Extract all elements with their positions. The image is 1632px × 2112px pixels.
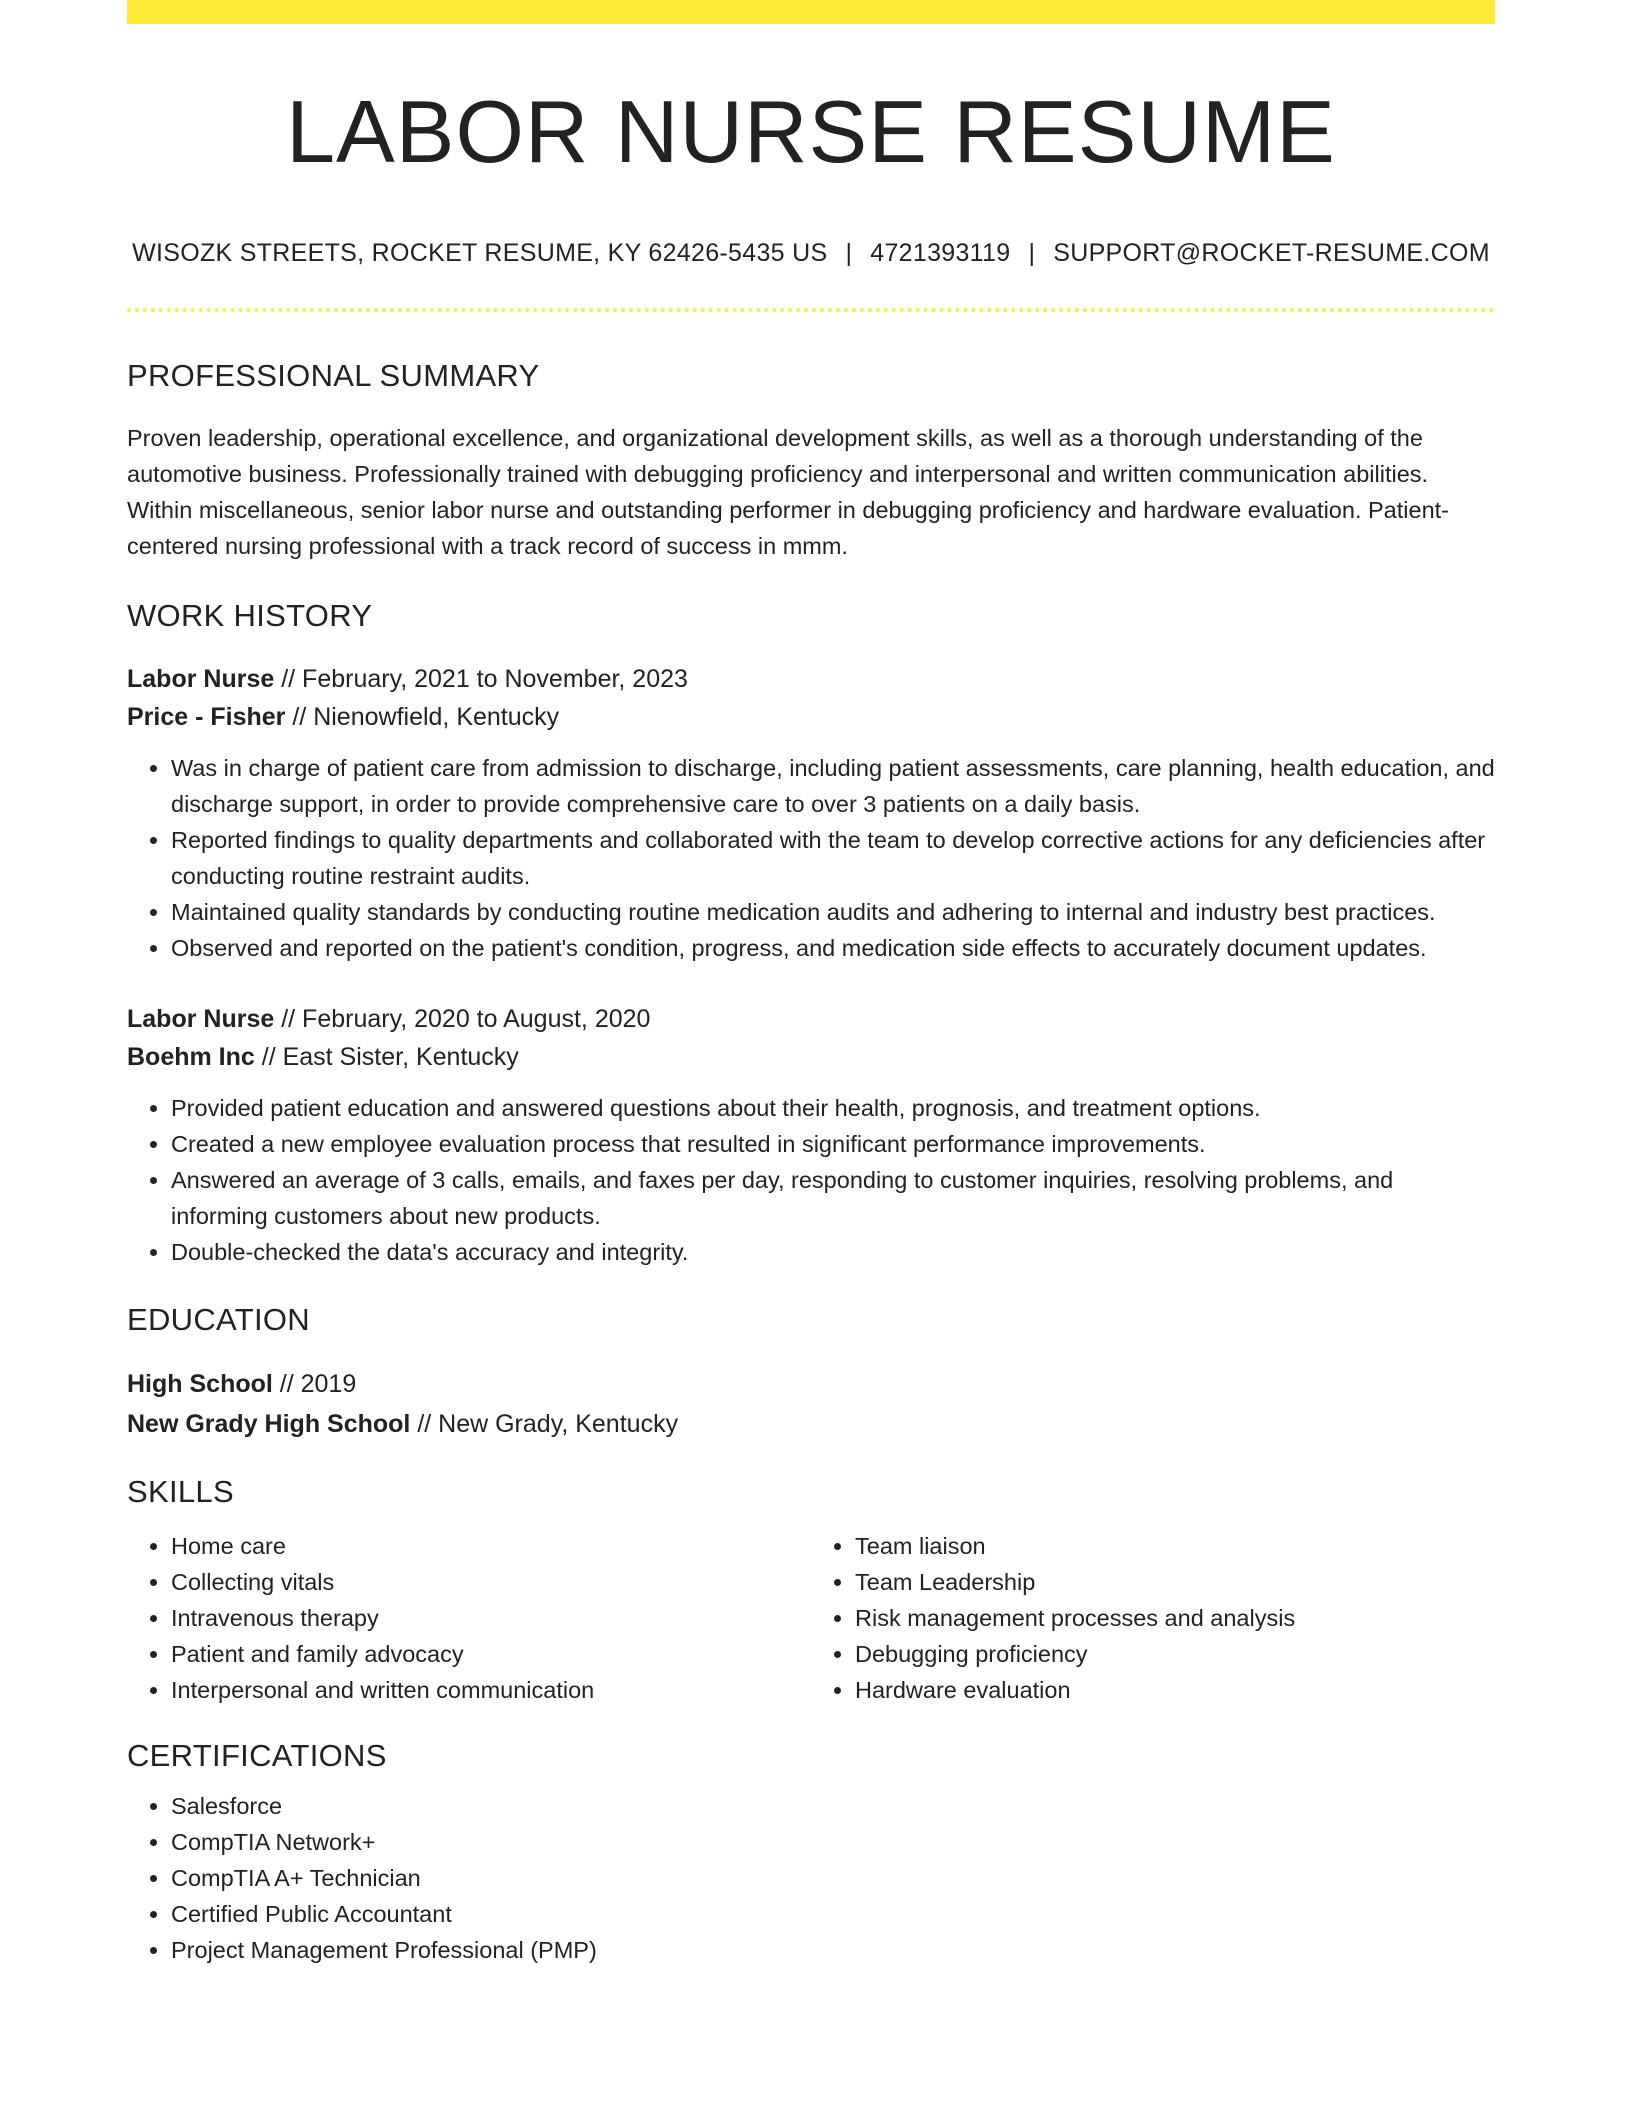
dotted-divider (127, 308, 1495, 312)
education-degree: High School (127, 1369, 273, 1398)
accent-top-bar (127, 0, 1495, 24)
job-location: // Nienowfield, Kentucky (285, 702, 560, 731)
certifications-heading: CERTIFICATIONS (127, 1737, 387, 1773)
summary-text: Proven leadership, operational excellence, and organizational development skills, as well as a thorough understanding of the automotive business. Professionally trained with debugging proficiency and interpersonal and written communication abilities. Within miscellaneous, senior labor nurse and outstanding performer in debugging proficiency and hardware evaluation. Patient-centered nursing professional with a track record of success in mmm. (127, 424, 1449, 559)
certification-item: • CompTIA A+ Technician (171, 1860, 1495, 1896)
job-company: Boehm Inc (127, 1042, 255, 1071)
skill-item: • Risk management processes and analysis (855, 1600, 1495, 1636)
job-bullet: • Answered an average of 3 calls, emails, and faxes per day, responding to customer inquiries, resolving problems, and informing customers about new products. (171, 1162, 1495, 1234)
contact-line (127, 239, 1495, 268)
contact-phone: 4721393119 (870, 238, 1011, 267)
skills-list-right (811, 1528, 1495, 1708)
job-bullet: • Maintained quality standards by conducting routine medication audits and adhering to internal and industry best practices. (171, 894, 1495, 930)
job-company-line (127, 1038, 1495, 1076)
skill-item: • Patient and family advocacy (171, 1636, 811, 1672)
job-title: Labor Nurse (127, 1004, 275, 1033)
certification-item: • Certified Public Accountant (171, 1896, 1495, 1932)
resume-page (127, 0, 1495, 1968)
certifications-list (127, 1788, 1495, 1968)
job-title-line (127, 660, 1495, 698)
education-school-line (127, 1404, 1495, 1444)
skill-item: • Interpersonal and written communication (171, 1672, 811, 1708)
job-location: // East Sister, Kentucky (254, 1042, 519, 1071)
contact-email: SUPPORT@ROCKET-RESUME.COM (1053, 238, 1490, 267)
skills-list-left (127, 1528, 811, 1708)
resume-title: LABOR NURSE RESUME (286, 82, 1336, 181)
education-school: New Grady High School (127, 1409, 411, 1438)
skill-item: • Debugging proficiency (855, 1636, 1495, 1672)
job-entry (127, 1000, 1495, 1270)
job-bullet: • Provided patient education and answered questions about their health, prognosis, and treatment options. (171, 1090, 1495, 1126)
skill-item: • Team liaison (855, 1528, 1495, 1564)
education-location: // New Grady, Kentucky (410, 1409, 679, 1438)
contact-separator: | (1028, 238, 1036, 267)
contact-separator: | (845, 238, 853, 267)
education-heading: EDUCATION (127, 1301, 310, 1337)
certification-item: • CompTIA Network+ (171, 1824, 1495, 1860)
job-bullets (127, 750, 1495, 966)
contact-address: WISOZK STREETS, ROCKET RESUME, KY 62426-5435 US (132, 238, 828, 267)
job-company: Price - Fisher (127, 702, 286, 731)
job-bullet: • Reported findings to quality departments and collaborated with the team to develop corrective actions for any deficiencies after conducting routine restraint audits. (171, 822, 1495, 894)
certification-item: • Project Management Professional (PMP) (171, 1932, 1495, 1968)
job-title: Labor Nurse (127, 664, 275, 693)
skill-item: • Intravenous therapy (171, 1600, 811, 1636)
education-year: // 2019 (272, 1369, 357, 1398)
job-company-line (127, 698, 1495, 736)
job-dates: // February, 2021 to November, 2023 (274, 664, 688, 693)
skills-columns (127, 1528, 1495, 1708)
summary-heading: PROFESSIONAL SUMMARY (127, 357, 540, 393)
job-bullets (127, 1090, 1495, 1270)
skills-heading: SKILLS (127, 1473, 234, 1509)
job-title-line (127, 1000, 1495, 1038)
skill-item: • Team Leadership (855, 1564, 1495, 1600)
job-bullet: • Observed and reported on the patient's condition, progress, and medication side effects to accurately document updates. (171, 930, 1495, 966)
certification-item: • Salesforce (171, 1788, 1495, 1824)
skill-item: • Collecting vitals (171, 1564, 811, 1600)
skill-item: • Home care (171, 1528, 811, 1564)
job-entry (127, 660, 1495, 966)
job-bullet: • Was in charge of patient care from admission to discharge, including patient assessments, care planning, health education, and discharge support, in order to provide comprehensive care to over 3 patients on a daily basis. (171, 750, 1495, 822)
education-entry (127, 1364, 1495, 1444)
work-history-heading: WORK HISTORY (127, 597, 373, 633)
job-bullet: • Created a new employee evaluation process that resulted in significant performance improvements. (171, 1126, 1495, 1162)
education-degree-line (127, 1364, 1495, 1404)
skill-item: • Hardware evaluation (855, 1672, 1495, 1708)
job-dates: // February, 2020 to August, 2020 (274, 1004, 651, 1033)
job-bullet: • Double-checked the data's accuracy and integrity. (171, 1234, 1495, 1270)
